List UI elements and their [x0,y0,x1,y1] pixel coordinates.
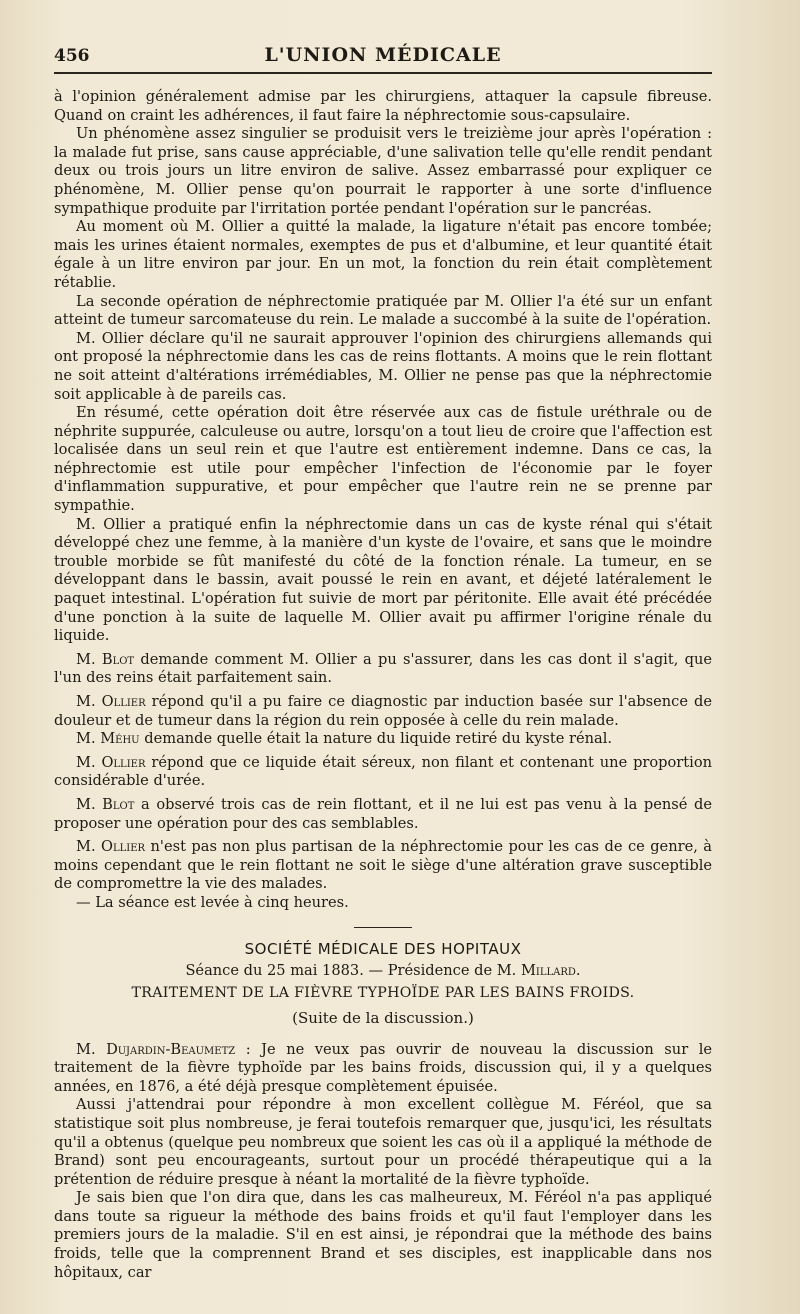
session-suffix: . [575,961,581,979]
paragraph-continuation: à l'opinion généralement admise par les chirurgiens, attaquer la capsule fibreuse. Quand on craint les adhérences, il faut faire la néphrectomie sous-capsulaire. [54,88,712,124]
session-line [54,962,712,979]
exchange-paragraph [54,796,712,833]
society-title: SOCIÉTÉ MÉDICALE DES HOPITAUX [244,939,522,958]
exchange-text: a observé trois cas de rein flottant, et il ne lui est pas venu à la pensé de proposer une opération pour des cas semblables. [54,795,712,832]
session-date: Séance du 25 mai 1883. — Présidence de M. [185,961,521,979]
session-closing: — La séance est levée à cinq heures. [76,893,349,911]
discussion-paragraph: Aussi j'attendrai pour répondre à mon excellent collègue M. Féréol, que sa statistique soit plus nombreuse, je ferai toutefois remarquer que, jusqu'ici, les résultats qu'il a obtenus (quelque peu nombreux que soient les cas où il a appliqué la méthode de Brand) sont peu encourageants, surtout pour un procédé thérapeutique qui a la prétention de réduire presque à néant la mortalité de la fièvre typhoïde. [54,1096,712,1188]
article-subtitle: (Suite de la discussion.) [292,1008,474,1027]
page-number: 456 [54,46,90,66]
page-header [54,44,712,74]
exchange-text: demande comment M. Ollier a pu s'assurer, dans les cas dont il s'agit, que l'un des reins était parfaitement sain. [54,650,712,687]
section-divider [354,927,412,928]
speaker-name: M. Ollier [76,753,146,771]
exchange-paragraph [54,651,712,688]
article-title: TRAITEMENT DE LA FIÈVRE TYPHOÏDE PAR LES BAINS FROIDS. [131,984,635,1001]
exchange-paragraph [54,730,712,749]
speaker-name: M. Ollier [76,838,146,856]
discussion-text: : Je ne veux pas ouvrir de nouveau la discussion sur le traitement de la fièvre typhoïde par les bains froids, discussion qui, il y a quelques années, en 1876, a été déjà presque complètement épuisée. [54,1040,713,1095]
exchange-paragraph [54,693,712,730]
exchange-text: répond qu'il a pu faire ce diagnostic par induction basée sur l'absence de douleur et de tumeur dans la région du rein opposée à celle du rein malade. [54,693,712,729]
exchange-text: demande quelle était la nature du liquide retiré du kyste rénal. [139,730,613,748]
paragraph: Un phénomène assez singulier se produisit vers le treizième jour après l'opération : la malade fut prise, sans cause appréciable, d'une salivation telle qu'elle rendit pendant deux ou trois jours un litre environ de salive. Assez embarrassé pour expliquer ce phénomène, M. Ollier pense qu'on pourrait le rapporter à une sorte d'influence sympathique produite par l'irritation portée pendant l'opération sur le pancréas. [54,125,712,217]
discussion-paragraph: Je sais bien que l'on dira que, dans les cas malheureux, M. Féréol n'a pas appliqué dans toute sa rigueur la méthode des bains froids et qu'il faut l'employer dans les premiers jours de la maladie. S'il en est ainsi, je répondrai que la méthode des bains froids, telle que la comprennent Brand et ses disciples, est inapplicable dans nos hôpitaux, car [54,1189,712,1281]
president-name: Millard [520,961,576,979]
exchange-paragraph [54,754,712,791]
paragraph: M. Ollier a pratiqué enfin la néphrectomie dans un cas de kyste rénal qui s'était développé chez une femme, à la manière d'un kyste de l'ovaire, et sans que le moindre trouble morbide se fût manifesté du côté de la fonction rénale. La tumeur, en se développant dans le bassin, avait poussé le rein en avant, et déjeté latéralement le paquet intestinal. L'opération fut suivie de mort par péritonite. Elle avait été précédée d'une ponction à la suite de laquelle M. Ollier avait pu affirmer l'origine rénale du liquide. [54,515,712,645]
discussion-body [54,1041,712,1283]
paragraph: En résumé, cette opération doit être réservée aux cas de fistule uréthrale ou de néphrite suppurée, calculeuse ou autre, lorsqu'on a tout lieu de croire que l'affection est localisée dans un seul rein et que l'autre est entièrement indemne. Dans ce cas, la néphrectomie est utile pour empêcher l'infection de l'économie par le foyer d'inflammation suppurative, et pour empêcher que l'autre rein ne se prenne par sympathie. [54,404,712,515]
speaker-name: M. Blot [76,795,135,813]
speaker-name: M. Blot [76,650,135,668]
article-body [54,88,712,913]
paragraph: M. Ollier déclare qu'il ne saurait approuver l'opinion des chirurgiens allemands qui ont proposé la néphrectomie dans les cas de reins flottants. A moins que le rein flottant ne soit atteint d'altérations irrémédiables, M. Ollier ne pense pas que la néphrectomie soit applicable à de pareils cas. [54,329,712,403]
exchange-text: n'est pas non plus partisan de la néphrectomie pour les cas de ce genre, à moins cependant que le rein flottant ne soit le siège d'une altération grave susceptible de compromettre la vie des malades. [54,838,713,893]
exchange-text: répond que ce liquide était séreux, non filant et contenant une proportion considérable d'urée. [54,753,713,790]
speaker-name: M. Ollier [76,693,146,710]
running-title: L'UNION MÉDICALE [264,44,502,66]
paragraph: La seconde opération de néphrectomie pratiquée par M. Ollier l'a été sur un enfant atteint de tumeur sarcomateuse du rein. Le malade a succombé à la suite de l'opération. [54,292,712,329]
paragraph: Au moment où M. Ollier a quitté la malade, la ligature n'était pas encore tombée; mais les urines étaient normales, exemptes de pus et d'albumine, et leur quantité était égale à un litre environ par jour. En un mot, la fonction du rein était complètement rétablie. [54,218,712,291]
speaker-name: M. Méhu [76,730,140,748]
exchange-paragraph [54,838,712,894]
discussion-paragraph [54,1041,712,1097]
speaker-name: M. Dujardin-Beaumetz [76,1040,236,1058]
